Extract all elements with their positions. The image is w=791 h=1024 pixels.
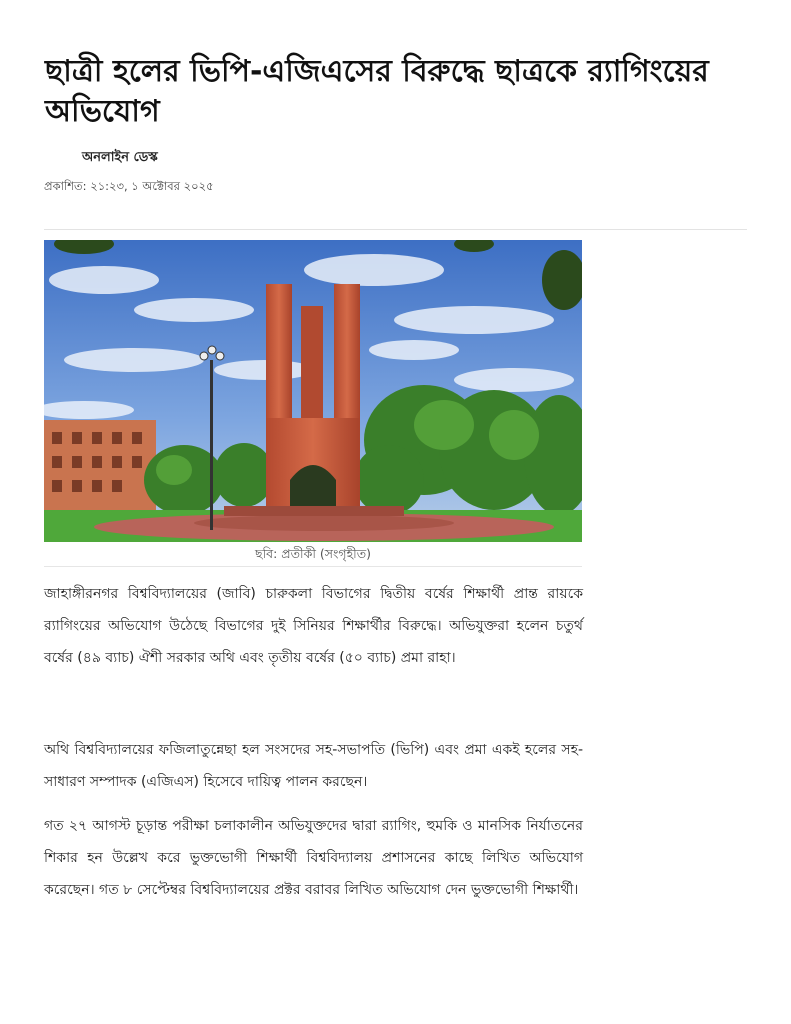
article-paragraph: গত ২৭ আগস্ট চূড়ান্ত পরীক্ষা চলাকালীন অভিযুক্তদের দ্বারা র‍্যাগিং, হুমকি ও মানসিক নির্যাতনের শিকার হন উল্লেখ করে ভুক্তভোগী শিক্ষার্থী বিশ্ববিদ্যালয় প্রশাসনের কাছে লিখিত অভিযোগ করেছেন। গত ৮ সেপ্টেম্বর বিশ্ববিদ্যালয়ের প্রক্টর বরাবর লিখিত অভিযোগ দেন ভুক্তভোগী শিক্ষার্থী। [44, 818, 583, 898]
header-divider [44, 229, 747, 230]
article-paragraph: জাহাঙ্গীরনগর বিশ্ববিদ্যালয়ের (জাবি) চারুকলা বিভাগের দ্বিতীয় বর্ষের শিক্ষার্থী প্রান্ত রায়কে র‍্যাগিংয়ের অভিযোগ উঠেছে বিভাগের দুই সিনিয়র শিক্ষার্থীর বিরুদ্ধে। অভিযুক্তরা হলেন চতুর্থ বর্ষের (৪৯ ব্যাচ) ঐশী সরকার অথি এবং তৃতীয় বর্ষের (৫০ ব্যাচ) প্রমা রাহা। [44, 586, 583, 666]
author-name[interactable]: অনলাইন ডেস্ক [82, 150, 158, 165]
caption-divider [44, 566, 582, 567]
article-paragraph: অথি বিশ্ববিদ্যালয়ের ফজিলাতুন্নেছা হল সংসদের সহ-সভাপতি (ভিপি) এবং প্রমা একই হলের সহ-সাধারণ সম্পাদক (এজিএস) হিসেবে দায়িত্ব পালন করছেন। [44, 742, 583, 790]
publish-timestamp: প্রকাশিত: ২১:২৩, ১ অক্টোবর ২০২৫ [44, 179, 214, 193]
article-headline: ছাত্রী হলের ভিপি-এজিএসের বিরুদ্ধে ছাত্রকে র‍্যাগিংয়ের অভিযোগ [45, 54, 709, 129]
article-photo [44, 240, 582, 542]
image-caption: ছবি: প্রতীকী (সংগৃহীত) [255, 546, 371, 561]
